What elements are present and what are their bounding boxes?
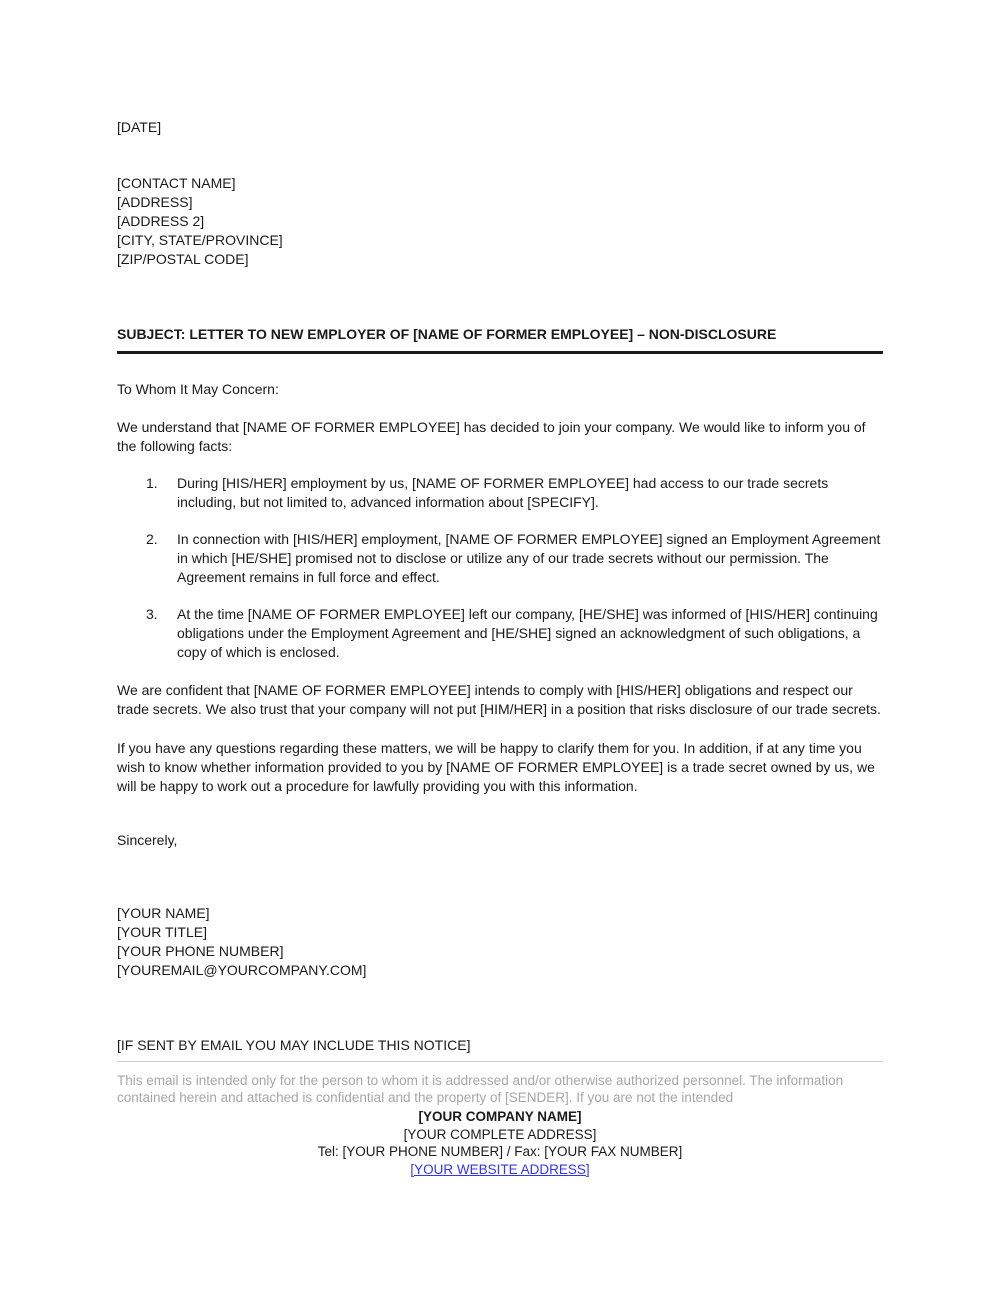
recipient-address-2: [ADDRESS 2] (117, 213, 205, 229)
list-item-text: In connection with [HIS/HER] employment, [NAME OF FORMER EMPLOYEE] signed an Employment Agreement in which [HE/SHE] promised not to disclose or utilize any of our trade secrets without our permission. The Agreement remains in full force and effect. (177, 531, 881, 585)
closing: Sincerely, (117, 832, 178, 848)
list-item-number: 3. (146, 606, 158, 622)
salutation: To Whom It May Concern: (117, 381, 279, 397)
recipient-zip: [ZIP/POSTAL CODE] (117, 251, 249, 267)
list-item (117, 530, 883, 587)
signature-phone: [YOUR PHONE NUMBER] (117, 943, 284, 959)
date-placeholder: [DATE] (117, 119, 162, 135)
intro-paragraph: We understand that [NAME OF FORMER EMPLOYEE] has decided to join your company. We would like to inform you of the following facts: (117, 419, 866, 454)
list-item-text: During [HIS/HER] employment by us, [NAME OF FORMER EMPLOYEE] had access to our trade secrets including, but not limited to, advanced information about [SPECIFY]. (177, 475, 829, 510)
footer-divider (117, 1061, 883, 1062)
subject-heading: SUBJECT: LETTER TO NEW EMPLOYER OF [NAME OF FORMER EMPLOYEE] – NON-DISCLOSURE (117, 325, 883, 354)
signature-email: [YOUREMAIL@YOURCOMPANY.COM] (117, 962, 367, 978)
list-item (117, 605, 883, 662)
paragraph-questions: If you have any questions regarding these matters, we will be happy to clarify them for you. In addition, if at any time you wish to know whether information provided to you by [NAME OF FORMER EMPLOYEE] is a trade secret owned by us, we will be happy to work out a procedure for lawfully providing you with this information. (117, 740, 875, 794)
list-item-number: 1. (146, 475, 158, 491)
list-item-text: At the time [NAME OF FORMER EMPLOYEE] left our company, [HE/SHE] was informed of [HIS/HER] continuing obligations under the Employment Agreement and [HE/SHE] signed an acknowledgment of such obligations, a copy of which is enclosed. (177, 606, 878, 660)
footer-company-block (70, 1108, 930, 1178)
website-link[interactable]: [YOUR WEBSITE ADDRESS] (410, 1161, 590, 1177)
signature-name: [YOUR NAME] (117, 905, 210, 921)
footer-company-address: [YOUR COMPLETE ADDRESS] (403, 1126, 597, 1142)
email-notice: [IF SENT BY EMAIL YOU MAY INCLUDE THIS NOTICE] (117, 1037, 471, 1053)
facts-list (117, 474, 883, 662)
footer-website-line (70, 1161, 930, 1179)
recipient-contact-name: [CONTACT NAME] (117, 175, 236, 191)
footer-company-tel-fax: Tel: [YOUR PHONE NUMBER] / Fax: [YOUR FAX NUMBER] (317, 1144, 683, 1159)
footer-disclaimer: This email is intended only for the person to whom it is addressed and/or otherwise authorized personnel. The information contained herein and attached is confidential and the property of [SENDER]. If you are not the intended (117, 1073, 844, 1105)
recipient-address-1: [ADDRESS] (117, 194, 193, 210)
recipient-address-block (117, 174, 883, 269)
signature-block (117, 904, 883, 980)
list-item-number: 2. (146, 531, 158, 547)
recipient-city-state: [CITY, STATE/PROVINCE] (117, 232, 283, 248)
paragraph-confident: We are confident that [NAME OF FORMER EMPLOYEE] intends to comply with [HIS/HER] obligations and respect our trade secrets. We also trust that your company will not put [HIM/HER] in a position that risks disclosure of our trade secrets. (117, 682, 881, 717)
footer-company-name: [YOUR COMPANY NAME] (418, 1109, 582, 1124)
signature-title: [YOUR TITLE] (117, 924, 207, 940)
list-item (117, 474, 883, 512)
